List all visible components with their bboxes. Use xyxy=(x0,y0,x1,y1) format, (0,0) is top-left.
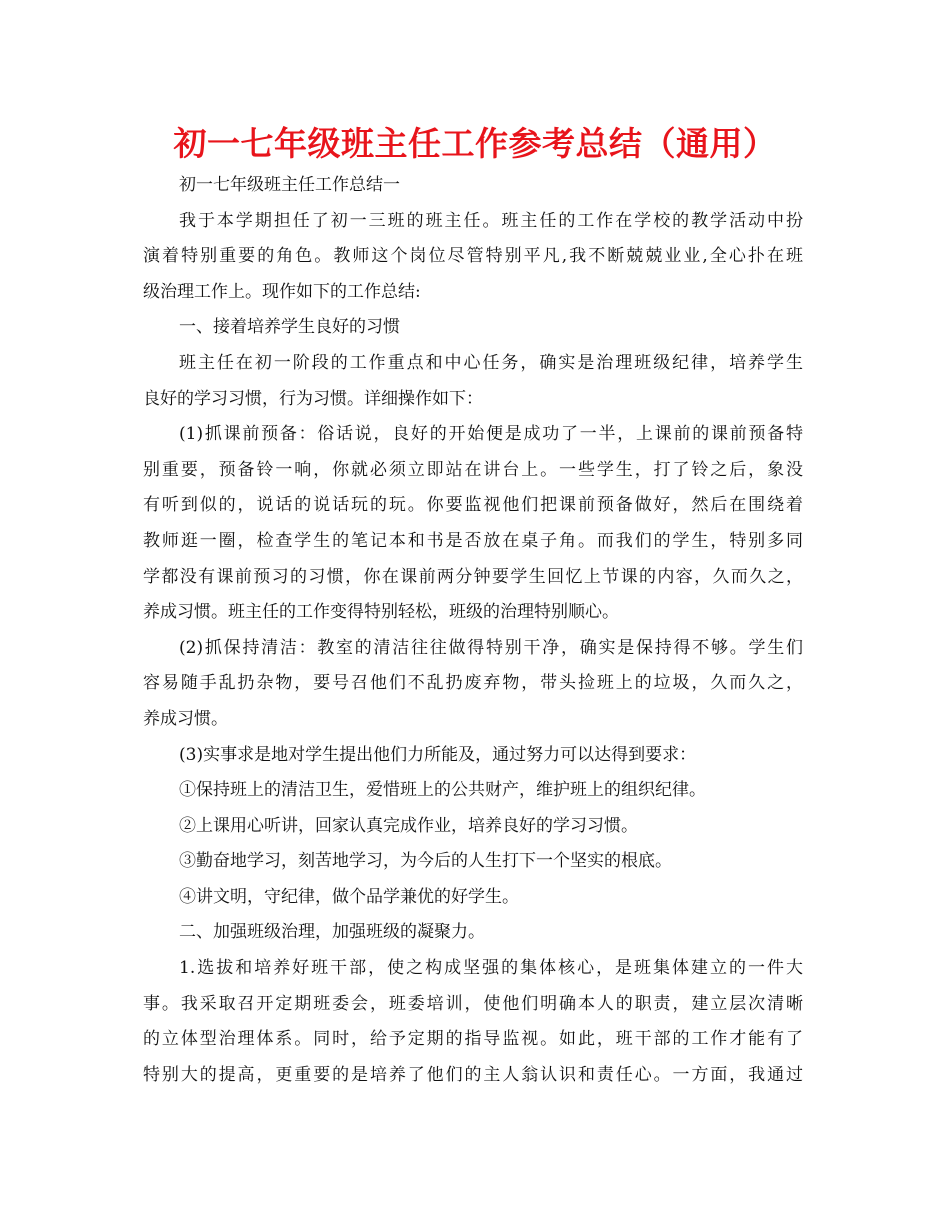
text-line: 别重要，预备铃一响，你就必须立即站在讲台上。一些学生，打了铃之后，象没 xyxy=(143,459,803,480)
text-line: 二、加强班级治理，加强班级的凝聚力。 xyxy=(179,922,485,943)
text-line: 级治理工作上。现作如下的工作总结: xyxy=(143,281,421,302)
text-line: 的立体型治理体系。同时，给予定期的指导监视。如此，班干部的工作才能有了 xyxy=(143,1029,803,1050)
document-title: 初一七年级班主任工作参考总结（通用） xyxy=(173,124,777,163)
text-line: 学都没有课前预习的习惯，你在课前两分钟要学生回忆上节课的内容，久而久之， xyxy=(143,566,803,587)
text-line: (3)实事求是地对学生提出他们力所能及，通过努力可以达得到要求： xyxy=(179,744,697,765)
text-line: 养成习惯。 xyxy=(143,708,228,729)
text-line: 事。我采取召开定期班委会，班委培训，使他们明确本人的职责，建立层次清晰 xyxy=(143,993,803,1014)
text-line: 教师逛一圈，检查学生的笔记本和书是否放在桌子角。而我们的学生，特别多同 xyxy=(143,530,803,551)
text-line: ③勤奋地学习，刻苦地学习，为今后的人生打下一个坚实的根底。 xyxy=(179,851,672,872)
text-line: 容易随手乱扔杂物，要号召他们不乱扔废弃物，带头捡班上的垃圾，久而久之， xyxy=(143,673,803,694)
document-body xyxy=(143,168,803,1093)
text-line: 初一七年级班主任工作总结一 xyxy=(179,175,400,195)
text-line: 良好的学习习惯，行为习惯。详细操作如下： xyxy=(143,388,483,409)
text-line: (2)抓保持清洁：教室的清洁往往做得特别干净，确实是保持得不够。学生们 xyxy=(179,637,803,658)
text-line: 我于本学期担任了初一三班的班主任。班主任的工作在学校的教学活动中扮 xyxy=(179,210,803,231)
text-line: 特别大的提高，更重要的是培养了他们的主人翁认识和责任心。一方面，我通过 xyxy=(143,1064,803,1085)
text-line: 养成习惯。班主任的工作变得特别轻松，班级的治理特别顺心。 xyxy=(143,602,619,623)
text-line: 班主任在初一阶段的工作重点和中心任务，确实是治理班级纪律，培养学生 xyxy=(179,352,803,373)
text-line: ④讲文明，守纪律，做个品学兼优的好学生。 xyxy=(179,886,519,907)
text-line: 有听到似的，说话的说话玩的玩。你要监视他们把课前预备做好，然后在围绕着 xyxy=(143,495,803,516)
text-line: 一、接着培养学生良好的习惯 xyxy=(179,317,400,338)
text-line: ①保持班上的清洁卫生，爱惜班上的公共财产，维护班上的组织纪律。 xyxy=(179,780,706,801)
text-line: (1)抓课前预备：俗话说，良好的开始便是成功了一半，上课前的课前预备特 xyxy=(179,424,803,445)
text-line: 1.选拔和培养好班干部，使之构成坚强的集体核心，是班集体建立的一件大 xyxy=(179,958,803,979)
text-line: ②上课用心听讲，回家认真完成作业，培养良好的学习习惯。 xyxy=(179,815,638,836)
text-line: 演着特别重要的角色。教师这个岗位尽管特别平凡,我不断兢兢业业,全心扑在班 xyxy=(143,246,803,267)
